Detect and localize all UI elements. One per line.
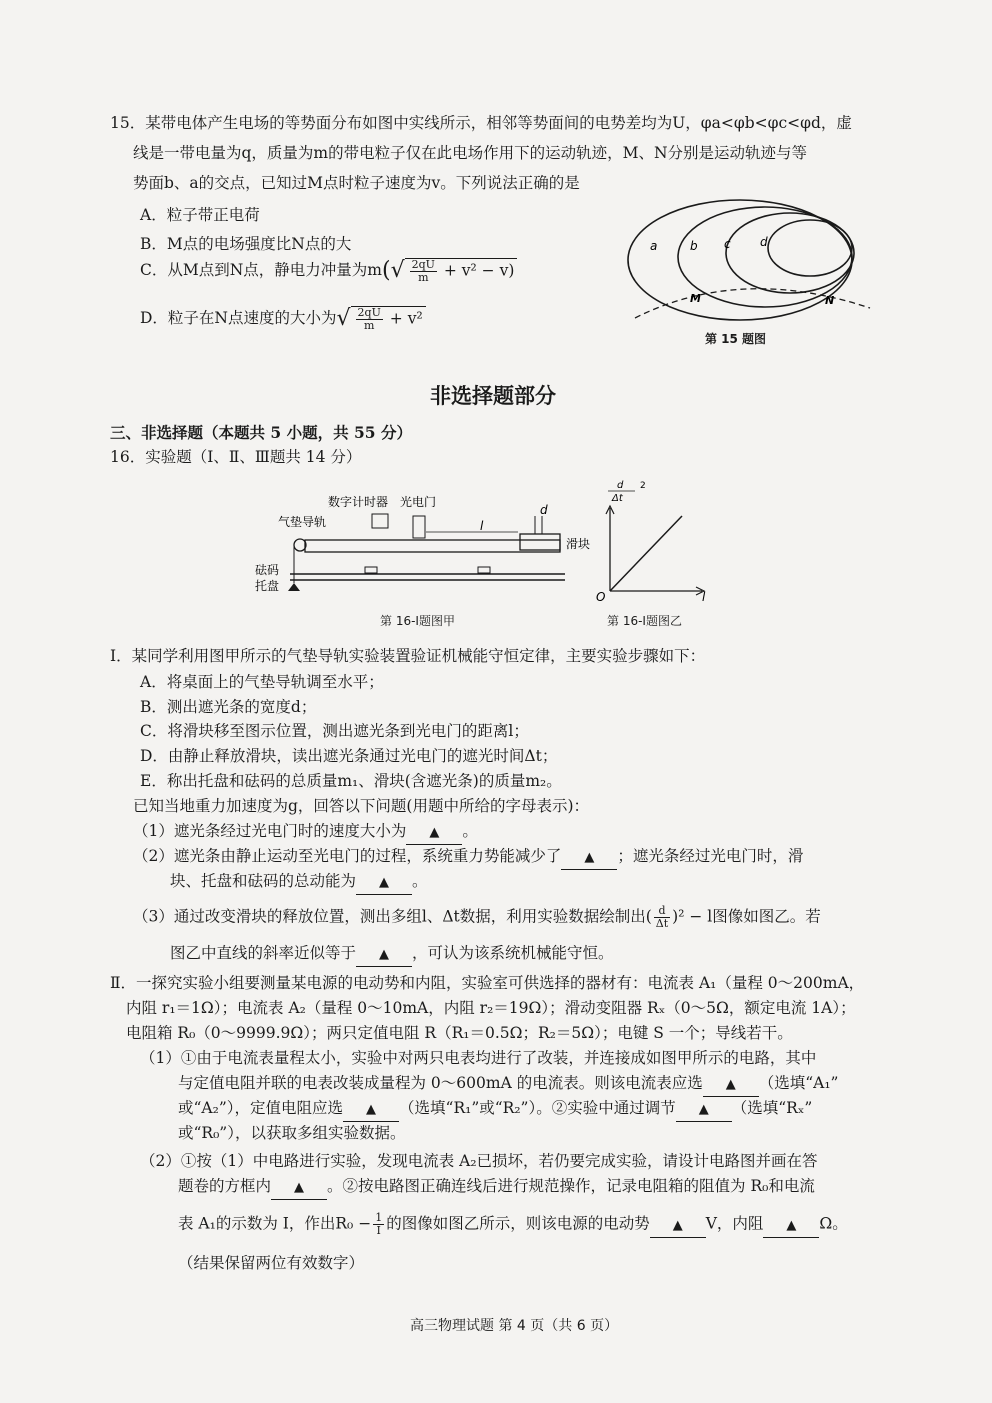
q16-caption-b: 第 16-Ⅰ题图乙 — [607, 614, 682, 628]
q15-line1: 15．某带电体产生电场的等势面分布如图中实线所示，相邻等势面间的电势差均为U，φa<φb<φc<φd，虚 — [110, 114, 852, 132]
svg-text:d: d — [617, 480, 624, 491]
part2-line1: Ⅱ．一探究实验小组要测量某电源的电动势和内阻，实验室可供选择的器材有：电流表 A₁（量程 0～200mA， — [110, 974, 865, 992]
part1-step-e: E．称出托盘和砝码的总质量m₁、滑块(含遮光条)的质量m₂。 — [140, 772, 562, 790]
q15-option-a: A．粒子带正电荷 — [140, 206, 260, 224]
label-tray: 托盘 — [255, 579, 280, 593]
answer-blank: ▲ — [356, 870, 412, 895]
part2-s1c: 或“A₂”），定值电阻应选 ▲ （选填“R₁”或“R₂”）。②实验中通过调节 ▲ （选填“Rₓ” — [178, 1097, 812, 1122]
q16-caption-a: 第 16-Ⅰ题图甲 — [380, 614, 455, 628]
part2-s1d: 或“R₀”），以获取多组实验数据。 — [178, 1124, 406, 1142]
part1-q2a: （2）遮光条由静止运动至光电门的过程，系统重力势能减少了 ▲ ；遮光条经过光电门时，滑 — [133, 845, 803, 870]
timer-box — [372, 514, 388, 528]
part1-q3a: （3）通过改变滑块的释放位置，测出多组l、Δt数据，利用实验数据绘制出( $\frac{d}{\Delta t}$ )² − l图像如图乙。若 — [133, 904, 821, 930]
label-n: N — [825, 294, 835, 307]
label-gate: 光电门 — [400, 495, 437, 509]
svg-text:Δt: Δt — [612, 493, 623, 504]
q15-option-b: B．M点的电场强度比N点的大 — [140, 235, 352, 253]
part1-q2b: 块、托盘和砝码的总动能为 ▲ 。 — [170, 870, 428, 895]
equipotential-d — [768, 220, 852, 276]
section-title: 非选择题部分 — [430, 384, 556, 408]
part2-s2c: 表 A₁的示数为 I，作出R₀ − $\frac{1}{I}$ 的图像如图乙所示，则该电源的电动势 ▲ V，内阻 ▲ Ω。 — [178, 1211, 848, 1237]
label-c: c — [724, 237, 731, 251]
part2-s1b: 与定值电阻并联的电表改装成量程为 0～600mA 的电流表。则该电流表应选 ▲ （选填“A₁” — [178, 1072, 838, 1097]
slider-block — [520, 534, 560, 550]
q15-line3: 势面b、a的交点，已知过M点时粒子速度为v。下列说法正确的是 — [133, 174, 580, 192]
part1-known: 已知当地重力加速度为g，回答以下问题(用题中所给的字母表示)： — [133, 797, 590, 815]
q16-figure-b — [590, 476, 730, 606]
part1-intro: Ⅰ．某同学利用图甲所示的气垫导轨实验装置验证机械能守恒定律，主要实验步骤如下： — [110, 647, 706, 665]
part2-note: （结果保留两位有效数字） — [178, 1254, 365, 1272]
label-weight: 砝码 — [255, 563, 280, 577]
answer-blank: ▲ — [343, 1097, 399, 1122]
label-track: 气垫导轨 — [278, 515, 327, 529]
label-a: a — [650, 239, 658, 253]
fit-line — [610, 516, 682, 591]
q15-option-d: D．粒子在N点速度的大小为√ $\frac{2qU}{m}$ + v² — [140, 306, 426, 332]
trajectory-dashed — [635, 289, 870, 318]
label-d: d — [760, 235, 768, 249]
answer-blank: ▲ — [406, 820, 462, 845]
part1-q3b: 图乙中直线的斜率近似等于 ▲ ，可认为该系统机械能守恒。 — [170, 942, 614, 967]
answer-blank: ▲ — [703, 1072, 759, 1097]
q15-caption: 第 15 题图 — [705, 332, 767, 346]
q15-figure — [620, 190, 880, 350]
part1-step-a: A．将桌面上的气垫导轨调至水平； — [140, 673, 384, 691]
svg-text:O: O — [596, 590, 606, 604]
answer-blank: ▲ — [763, 1213, 819, 1238]
part2-s2a: （2）①按（1）中电路进行实验，发现电流表 A₂已损坏，若仍要完成实验，请设计电路图并画在答 — [140, 1152, 818, 1170]
label-timer: 数字计时器 — [328, 495, 389, 509]
part1-step-c: C．将滑块移至图示位置，测出遮光条到光电门的距离l； — [140, 722, 529, 740]
answer-blank: ▲ — [561, 845, 617, 870]
svg-text:2: 2 — [640, 481, 646, 491]
answer-blank: ▲ — [676, 1097, 732, 1122]
svg-text:l: l — [702, 590, 706, 604]
answer-blank: ▲ — [650, 1213, 706, 1238]
answer-blank: ▲ — [271, 1175, 327, 1200]
answer-blank: ▲ — [356, 942, 412, 967]
part1-step-b: B．测出遮光条的宽度d； — [140, 698, 317, 716]
part1-q1: （1）遮光条经过光电门时的速度大小为 ▲ 。 — [133, 820, 478, 845]
part3-heading: 三、非选择题（本题共 5 小题，共 55 分） — [110, 423, 412, 442]
part2-line3: 电阻箱 R₀（0～9999.9Ω）；两只定值电阻 R（R₁＝0.5Ω；R₂＝5Ω）；电键 S 一个；导线若干。 — [126, 1024, 793, 1042]
q15-option-c: C．从M点到N点，静电力冲量为m(√ $\frac{2qU}{m}$ + v² − v) — [140, 258, 517, 284]
q16-figure-a — [250, 488, 591, 608]
label-l: l — [480, 519, 484, 533]
part2-s1a: （1）①由于电流表量程太小，实验中对两只电表均进行了改装，并连接成如图甲所示的电路，其中 — [140, 1049, 817, 1067]
gate-box — [413, 516, 425, 538]
label-m: M — [690, 292, 701, 305]
part2-s2b: 题卷的方框内 ▲ 。②按电路图正确连线后进行规范操作，记录电阻箱的阻值为 R₀和电流 — [178, 1175, 815, 1200]
label-b: b — [690, 239, 698, 253]
q16-heading: 16．实验题（Ⅰ、Ⅱ、Ⅲ题共 14 分） — [110, 448, 362, 466]
label-d: d — [540, 503, 548, 517]
part1-step-d: D．由静止释放滑块，读出遮光条通过光电门的遮光时间Δt； — [140, 747, 558, 765]
label-slider: 滑块 — [566, 537, 591, 551]
part2-line2: 内阻 r₁＝1Ω）；电流表 A₂（量程 0～10mA，内阻 r₂＝19Ω）；滑动变阻器 Rₓ（0～5Ω，额定电流 1A）； — [126, 999, 856, 1017]
q15-line2: 线是一带电量为q，质量为m的带电粒子仅在此电场作用下的运动轨迹，M、N分别是运动轨迹与等 — [133, 144, 808, 162]
page-footer: 高三物理试题 第 4 页（共 6 页） — [410, 1318, 619, 1334]
